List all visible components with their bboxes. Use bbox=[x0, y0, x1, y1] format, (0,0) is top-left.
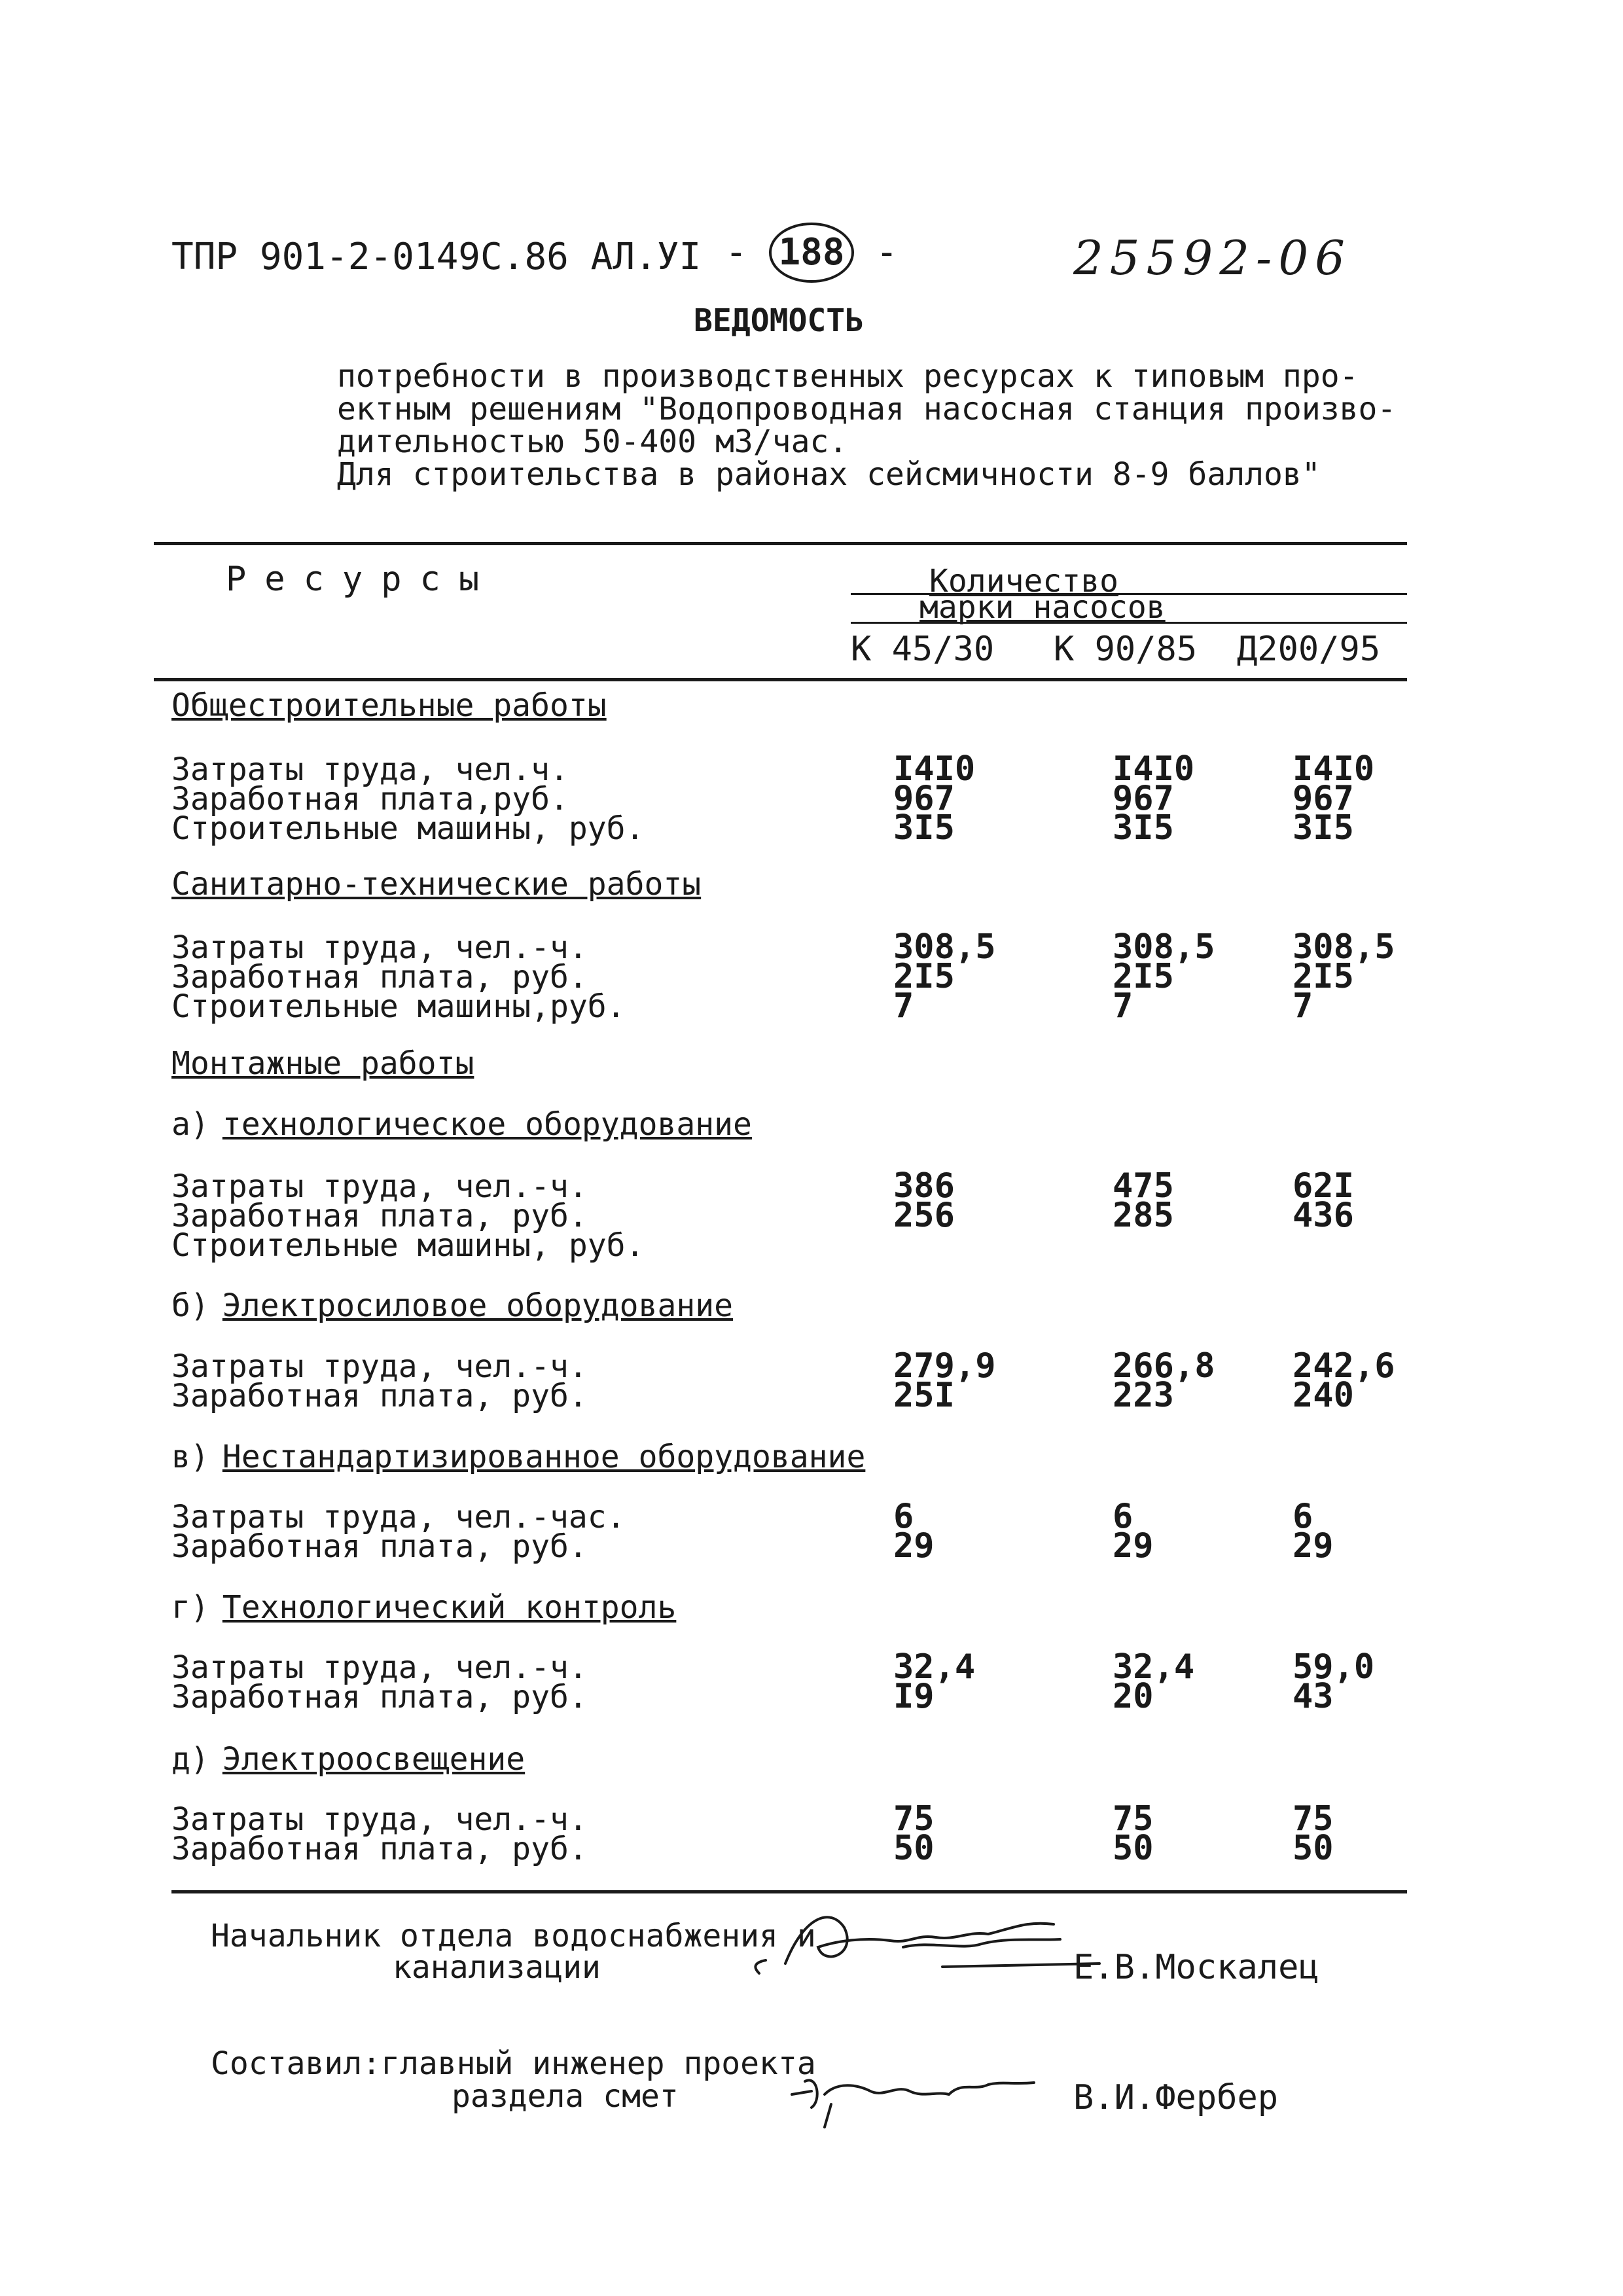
subsection-label: Нестандартизированное оборудование bbox=[222, 1439, 866, 1475]
row-label: Заработная плата, руб. bbox=[171, 1378, 588, 1414]
compiler-position-line1: Составил:главный инженер проекта bbox=[211, 2045, 816, 2082]
intro-paragraph bbox=[337, 360, 1423, 491]
row-label: Заработная плата, руб. bbox=[171, 1679, 588, 1715]
table-cell: 386 bbox=[893, 1166, 955, 1206]
row-label: Затраты труда, чел.ч. bbox=[171, 751, 569, 788]
pump-column-k45: К 45/30 bbox=[851, 630, 995, 669]
subsection-v-title bbox=[171, 1439, 865, 1475]
subsection-marker: д) bbox=[171, 1741, 209, 1778]
row-label: Затраты труда, чел.-ч. bbox=[171, 929, 588, 966]
subsection-marker: а) bbox=[171, 1106, 209, 1143]
intro-line: дительностью 50-400 м3/час. bbox=[337, 423, 848, 460]
table-cell: 43 bbox=[1293, 1677, 1334, 1716]
sheet-code: 25592-06 bbox=[1073, 230, 1351, 285]
subsection-d-title bbox=[171, 1741, 525, 1778]
pump-column-d200: Д200/95 bbox=[1237, 630, 1381, 669]
table-cell: 967 bbox=[893, 779, 955, 818]
subsection-a-title bbox=[171, 1106, 752, 1143]
table-cell: 75 bbox=[1293, 1799, 1334, 1839]
document-code: ТПР 901-2-0149С.86 АЛ.УI bbox=[171, 236, 702, 278]
table-cell: 75 bbox=[1113, 1799, 1154, 1839]
table-cell: 29 bbox=[1113, 1526, 1154, 1566]
table-cell: 7 bbox=[893, 986, 914, 1026]
table-cell: 32,4 bbox=[1113, 1647, 1195, 1687]
row-label: Затраты труда, чел.-ч. bbox=[171, 1168, 588, 1205]
table-cell: 59,0 bbox=[1293, 1647, 1375, 1687]
table-cell: 256 bbox=[893, 1196, 955, 1235]
table-cell: 436 bbox=[1293, 1196, 1354, 1235]
table-cell: 29 bbox=[1293, 1526, 1334, 1566]
document-title: ВЕДОМОСТЬ bbox=[694, 302, 865, 339]
section-general-title: Общестроительные работы bbox=[171, 687, 607, 724]
row-label: Затраты труда, чел.-ч. bbox=[171, 1801, 588, 1838]
table-cell: 62I bbox=[1293, 1166, 1354, 1206]
header-bottom-rule bbox=[154, 678, 1407, 681]
page-number: 188 bbox=[769, 223, 853, 283]
table-cell: 25I bbox=[893, 1376, 955, 1415]
row-label: Заработная плата, руб. bbox=[171, 1198, 588, 1234]
intro-line: ектным решениям "Водопроводная насосная станция произво- bbox=[337, 391, 1397, 427]
page-number-block: - 188 - bbox=[725, 223, 898, 283]
table-cell: 242,6 bbox=[1293, 1346, 1395, 1386]
table-cell: 29 bbox=[893, 1526, 935, 1566]
table-cell: 2I5 bbox=[1293, 957, 1354, 996]
table-top-rule bbox=[154, 542, 1407, 545]
row-label: Заработная плата,руб. bbox=[171, 781, 569, 817]
row-label: Заработная плата, руб. bbox=[171, 1831, 588, 1867]
subsection-marker: г) bbox=[171, 1589, 209, 1626]
row-label: Затраты труда, чел.-час. bbox=[171, 1499, 626, 1535]
row-label: Строительные машины,руб. bbox=[171, 988, 626, 1025]
head-position-line1: Начальник отдела водоснабжения и bbox=[211, 1918, 816, 1954]
row-label: Затраты труда, чел.-ч. bbox=[171, 1649, 588, 1686]
row-label: Заработная плата, руб. bbox=[171, 1528, 588, 1565]
table-cell: 967 bbox=[1293, 779, 1354, 818]
table-cell: I4I0 bbox=[1293, 749, 1375, 789]
head-signature bbox=[746, 1901, 1113, 1986]
table-cell: 967 bbox=[1113, 779, 1174, 818]
subsection-marker: б) bbox=[171, 1287, 209, 1324]
table-cell: 285 bbox=[1113, 1196, 1174, 1235]
table-cell: 2I5 bbox=[1113, 957, 1174, 996]
row-label: Строительные машины, руб. bbox=[171, 1227, 645, 1264]
table-cell: 20 bbox=[1113, 1677, 1154, 1716]
subsection-label: Электросиловое оборудование bbox=[222, 1287, 734, 1324]
table-cell: 308,5 bbox=[1113, 927, 1215, 967]
table-cell: 279,9 bbox=[893, 1346, 996, 1386]
compiler-name: В.И.Фербер bbox=[1073, 2078, 1279, 2117]
table-cell: 7 bbox=[1113, 986, 1133, 1026]
row-label: Затраты труда, чел.-ч. bbox=[171, 1348, 588, 1385]
table-cell: 6 bbox=[1293, 1497, 1313, 1536]
table-cell: 6 bbox=[1113, 1497, 1133, 1536]
quantity-column-header: Количество bbox=[929, 563, 1118, 600]
table-cell: 50 bbox=[893, 1829, 935, 1868]
table-cell: 240 bbox=[1293, 1376, 1354, 1415]
head-name: Е.В.Москалец bbox=[1073, 1948, 1319, 1987]
section-mounting-title: Монтажные работы bbox=[171, 1045, 474, 1082]
row-label: Заработная плата, руб. bbox=[171, 959, 588, 996]
section-sanitary-title: Санитарно-технические работы bbox=[171, 866, 702, 903]
table-cell: 50 bbox=[1293, 1829, 1334, 1868]
subsection-label: Электроосвещение bbox=[222, 1741, 526, 1778]
table-cell: 3I5 bbox=[893, 808, 955, 848]
intro-line: Для строительства в районах сейсмичности 8-9 баллов" bbox=[337, 456, 1321, 493]
table-cell: 475 bbox=[1113, 1166, 1174, 1206]
table-cell: 3I5 bbox=[1113, 808, 1174, 848]
table-cell: 3I5 bbox=[1293, 808, 1354, 848]
subsection-label: Технологический контроль bbox=[222, 1589, 677, 1626]
intro-line: потребности в производственных ресурсах к типовым про- bbox=[337, 358, 1359, 395]
pump-brands-header: марки насосов bbox=[919, 589, 1166, 626]
head-position-line2: канализации bbox=[393, 1949, 601, 1986]
table-cell: 2I5 bbox=[893, 957, 955, 996]
table-cell: 75 bbox=[893, 1799, 935, 1839]
subsection-b-title bbox=[171, 1287, 733, 1324]
table-cell: 308,5 bbox=[1293, 927, 1395, 967]
compiler-signature bbox=[785, 2055, 1047, 2134]
table-cell: 50 bbox=[1113, 1829, 1154, 1868]
table-cell: 6 bbox=[893, 1497, 914, 1536]
table-cell: 308,5 bbox=[893, 927, 996, 967]
table-cell: I9 bbox=[893, 1677, 935, 1716]
subsection-label: технологическое оборудование bbox=[222, 1106, 752, 1143]
subsection-marker: в) bbox=[171, 1439, 209, 1475]
table-cell: 7 bbox=[1293, 986, 1313, 1026]
table-cell: I4I0 bbox=[893, 749, 976, 789]
row-label: Строительные машины, руб. bbox=[171, 810, 645, 847]
table-cell: 32,4 bbox=[893, 1647, 976, 1687]
table-bottom-rule bbox=[171, 1890, 1407, 1893]
resources-column-header: Ресурсы bbox=[226, 560, 498, 599]
table-cell: 223 bbox=[1113, 1376, 1174, 1415]
subsection-g-title bbox=[171, 1589, 676, 1626]
compiler-position-line2: раздела смет bbox=[452, 2078, 679, 2115]
table-cell: 266,8 bbox=[1113, 1346, 1215, 1386]
pump-column-k90: К 90/85 bbox=[1054, 630, 1198, 669]
table-cell: I4I0 bbox=[1113, 749, 1195, 789]
